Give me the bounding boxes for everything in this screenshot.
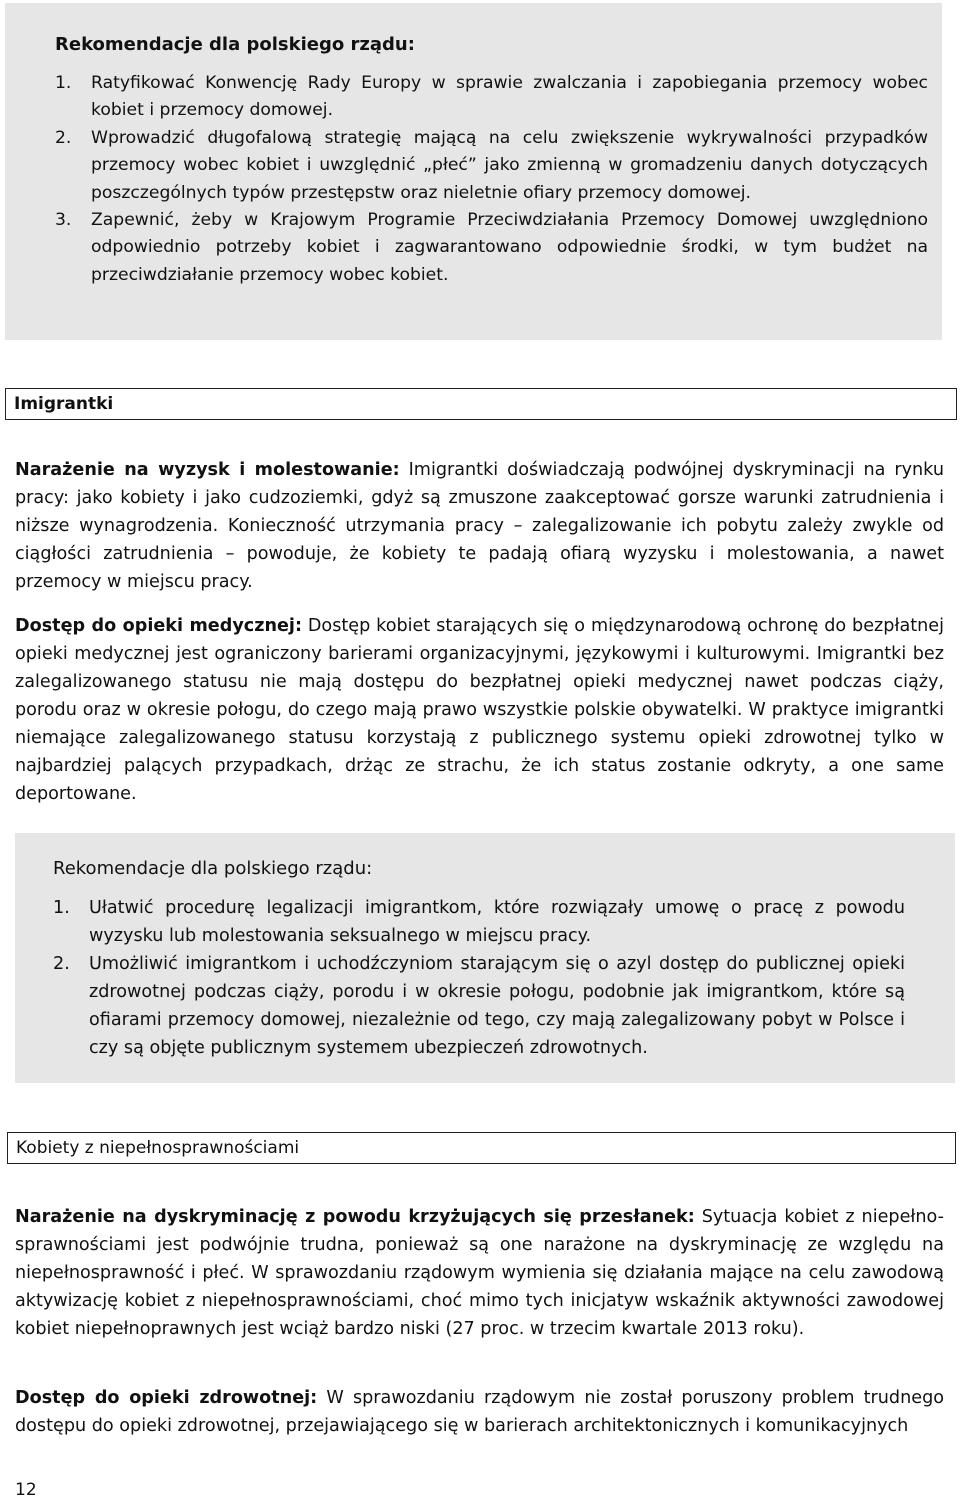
recommendations-title: Rekomendacje dla polskiego rządu:	[55, 34, 415, 55]
recommendations-list	[53, 894, 905, 1062]
paragraph-label: Narażenie na dyskryminację z powodu krzyżujących się przesłanek:	[15, 1207, 695, 1227]
section-heading-disabilities: Kobiety z niepełnosprawnościami	[7, 1132, 956, 1164]
list-item: 3. Zapewnić, żeby w Krajowym Programie Przeciwdziałania Przemocy Domowej uwzględniono odpowiednio potrzeby kobiet i zagwarantowano odpowiednie środki, w tym budżet na przeciwdziałanie przemocy wobec kobiet.	[55, 210, 928, 285]
paragraph-label: Dostęp do opieki zdrowotnej:	[15, 1388, 318, 1408]
recommendations-box-2	[15, 833, 955, 1083]
paragraph-text: Dostęp kobiet starających się o międzynarodową ochronę do bezpłatnej opieki medycznej jest ograniczony barierami organizacyjnymi, językowymi i kulturowymi. Imigrantki bez zalegalizowanego statusu nie mają dostępu do bezpłatnej opieki medycznej nawet podczas ciąży, porodu oraz w okresie połogu, do czego mają prawo wszystkie polskie obywatelki. W praktyce imigrantki niemające zalegalizowanego statusu korzystają z publicznego systemu opieki zdrowotnej tylko w najbardziej palących przypadkach, drżąc ze strachu, że ich status zostanie odkryty, a one same deportowane.	[15, 616, 944, 804]
paragraph-label: Dostęp do opieki medycznej:	[15, 616, 302, 636]
paragraph-text: W sprawozdaniu rządowym nie został poruszony problem trudnego dostępu do opieki zdrowotnej, przejawiającego się w barierach architektonicznych i komunikacyjnych	[15, 1388, 945, 1436]
paragraph-label: Narażenie na wyzysk i molestowanie:	[15, 460, 400, 480]
recommendations-box-1	[5, 3, 942, 340]
paragraph	[15, 456, 944, 596]
paragraph	[15, 1203, 944, 1343]
section-heading-imigrantki: Imigrantki	[5, 388, 957, 420]
page-number: 12	[15, 1480, 37, 1500]
paragraph	[15, 612, 944, 808]
recommendations-title: Rekomendacje dla polskiego rządu:	[53, 858, 373, 879]
paragraph	[15, 1384, 944, 1440]
recommendations-list	[55, 70, 928, 289]
list-item: 1. Ułatwić procedurę legalizacji imigrantkom, które rozwiązały umowę o pracę z powodu wyzysku lub molestowania seksualnego w miejscu pracy.	[53, 898, 905, 946]
list-item: 2. Wprowadzić długofalową strategię mającą na celu zwiększenie wykrywalności przypadków przemocy wobec kobiet i uwzględnić „płeć” jako zmienną w gromadzeniu danych dotyczących poszczególnych typów przestępstw oraz nieletnie ofiary przemocy domowej.	[55, 127, 928, 203]
paragraph-text: Imigrantki doświadczają podwójnej dyskryminacji na rynku pracy: jako kobiety i jako cudzoziemki, gdyż są zmuszone zaakceptować gorsze warunki zatrudnienia i niższe wynagrodzenia. Konieczność utrzymania pracy – zalegalizowanie ich pobytu zależy zwykle od ciągłości zatrudnienia – powoduje, że kobiety te padają ofiarą wyzysku i molestowania, a nawet przemocy w miejscu pracy.	[15, 460, 944, 592]
list-item: 2. Umożliwić imigrantkom i uchodźczyniom starającym się o azyl dostęp do publicznej opieki zdrowotnej podczas ciąży, porodu i w okresie połogu, podobnie jak imigrantkom, które są ofiarami przemocy domowej, niezależnie od tego, czy mają zalegalizowany pobyt w Polsce i czy są objęte publicznym systemem ubezpieczeń zdrowotnych.	[53, 954, 905, 1058]
list-item: 1. Ratyfikować Konwencję Rady Europy w sprawie zwalczania i zapobiegania przemocy wobec kobiet i przemocy domowej.	[55, 73, 928, 121]
paragraph-text: Sytuacja kobiet z niepełno-sprawnościami jest podwójnie trudna, ponieważ są one narażone na dyskryminację ze względu na niepełnosprawność i płeć. W sprawozdaniu rządowym wymienia się działania mające na celu zawodową aktywizację kobiet z niepełnosprawnościami, choć mimo tych inicjatyw wskaźnik aktywności zawodowej kobiet niepełnoprawnych jest wciąż bardzo niski (27 proc. w trzecim kwartale 2013 roku).	[15, 1207, 944, 1339]
